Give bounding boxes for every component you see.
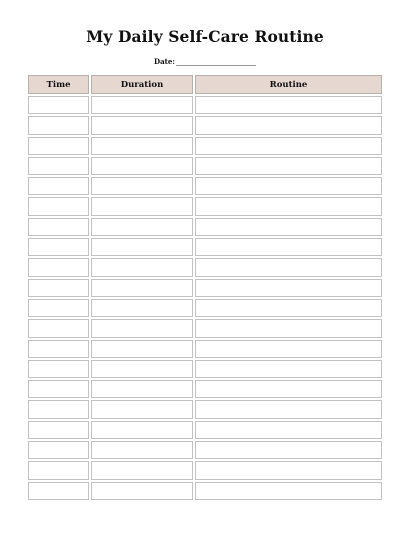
time-cell[interactable] <box>28 96 89 114</box>
table-row <box>28 360 382 378</box>
duration-cell[interactable] <box>91 197 193 215</box>
routine-cell[interactable] <box>195 482 382 500</box>
duration-cell[interactable] <box>91 96 193 114</box>
table-row <box>28 441 382 459</box>
duration-cell[interactable] <box>91 360 193 378</box>
routine-cell[interactable] <box>195 360 382 378</box>
routine-cell[interactable] <box>195 116 382 134</box>
table-row <box>28 137 382 155</box>
duration-cell[interactable] <box>91 279 193 297</box>
time-cell[interactable] <box>28 461 89 479</box>
table-row <box>28 177 382 195</box>
table-row <box>28 319 382 337</box>
duration-cell[interactable] <box>91 400 193 418</box>
date-field[interactable] <box>176 65 256 66</box>
duration-cell[interactable] <box>91 238 193 256</box>
time-cell[interactable] <box>28 137 89 155</box>
time-cell[interactable] <box>28 279 89 297</box>
routine-table <box>28 75 382 502</box>
table-row <box>28 238 382 256</box>
table-row <box>28 400 382 418</box>
time-cell[interactable] <box>28 177 89 195</box>
duration-cell[interactable] <box>91 380 193 398</box>
table-row <box>28 461 382 479</box>
duration-cell[interactable] <box>91 258 193 276</box>
header-time: Time <box>28 75 89 94</box>
table-body <box>28 96 382 502</box>
time-cell[interactable] <box>28 258 89 276</box>
time-cell[interactable] <box>28 218 89 236</box>
duration-cell[interactable] <box>91 319 193 337</box>
duration-cell[interactable] <box>91 299 193 317</box>
table-row <box>28 482 382 500</box>
routine-cell[interactable] <box>195 177 382 195</box>
header-duration: Duration <box>91 75 193 94</box>
table-row <box>28 380 382 398</box>
routine-cell[interactable] <box>195 258 382 276</box>
time-cell[interactable] <box>28 116 89 134</box>
table-row <box>28 197 382 215</box>
routine-cell[interactable] <box>195 340 382 358</box>
duration-cell[interactable] <box>91 461 193 479</box>
duration-cell[interactable] <box>91 177 193 195</box>
date-label: Date: <box>154 57 175 66</box>
duration-cell[interactable] <box>91 157 193 175</box>
table-row <box>28 96 382 114</box>
table-row <box>28 299 382 317</box>
header-routine: Routine <box>195 75 382 94</box>
time-cell[interactable] <box>28 340 89 358</box>
table-row <box>28 218 382 236</box>
table-header <box>28 75 382 94</box>
time-cell[interactable] <box>28 482 89 500</box>
table-row <box>28 116 382 134</box>
routine-cell[interactable] <box>195 96 382 114</box>
routine-cell[interactable] <box>195 218 382 236</box>
routine-cell[interactable] <box>195 319 382 337</box>
routine-cell[interactable] <box>195 380 382 398</box>
time-cell[interactable] <box>28 400 89 418</box>
duration-cell[interactable] <box>91 441 193 459</box>
table-row <box>28 157 382 175</box>
duration-cell[interactable] <box>91 421 193 439</box>
time-cell[interactable] <box>28 380 89 398</box>
table-row <box>28 340 382 358</box>
page-title: My Daily Self-Care Routine <box>86 27 324 46</box>
time-cell[interactable] <box>28 197 89 215</box>
duration-cell[interactable] <box>91 482 193 500</box>
time-cell[interactable] <box>28 421 89 439</box>
table-row <box>28 279 382 297</box>
routine-cell[interactable] <box>195 137 382 155</box>
routine-cell[interactable] <box>195 400 382 418</box>
time-cell[interactable] <box>28 157 89 175</box>
time-cell[interactable] <box>28 441 89 459</box>
duration-cell[interactable] <box>91 137 193 155</box>
time-cell[interactable] <box>28 360 89 378</box>
routine-cell[interactable] <box>195 441 382 459</box>
table-row <box>28 258 382 276</box>
routine-cell[interactable] <box>195 421 382 439</box>
routine-cell[interactable] <box>195 279 382 297</box>
time-cell[interactable] <box>28 238 89 256</box>
table-row <box>28 421 382 439</box>
date-row <box>0 57 410 66</box>
routine-cell[interactable] <box>195 299 382 317</box>
duration-cell[interactable] <box>91 116 193 134</box>
time-cell[interactable] <box>28 299 89 317</box>
routine-cell[interactable] <box>195 197 382 215</box>
duration-cell[interactable] <box>91 218 193 236</box>
routine-cell[interactable] <box>195 238 382 256</box>
routine-cell[interactable] <box>195 461 382 479</box>
time-cell[interactable] <box>28 319 89 337</box>
duration-cell[interactable] <box>91 340 193 358</box>
routine-cell[interactable] <box>195 157 382 175</box>
